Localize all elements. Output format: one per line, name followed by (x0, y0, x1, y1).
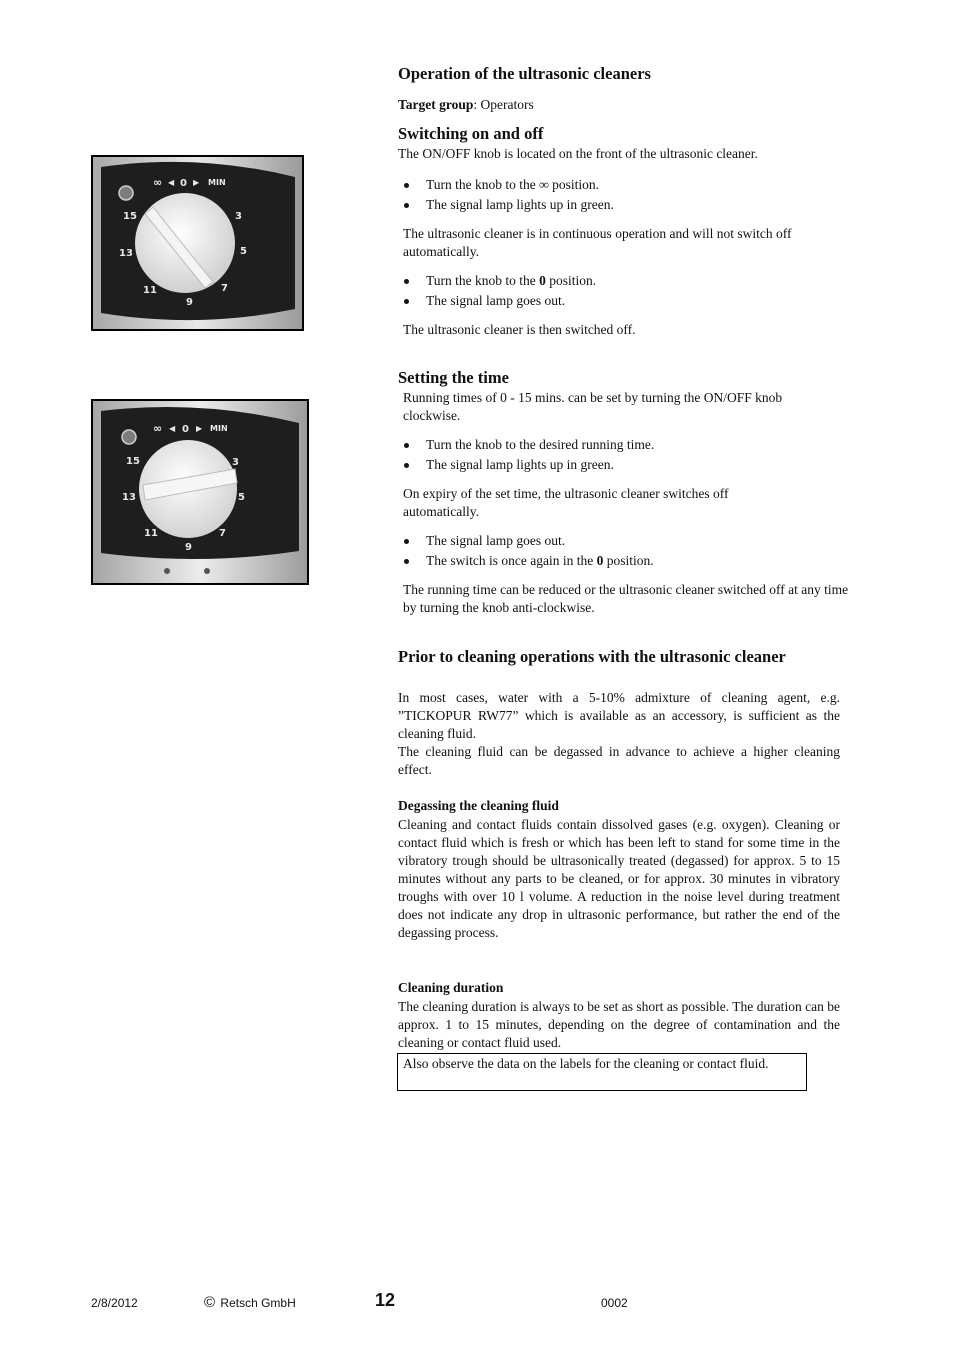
list-item: The signal lamp goes out. (398, 531, 848, 551)
timer-knob-photo-setting (91, 399, 309, 585)
dial-number-11: 11 (143, 285, 157, 296)
dial-symbol-zero: 0 (182, 424, 189, 435)
heading-setting-time: Setting the time (398, 368, 509, 387)
dial-number-13: 13 (122, 492, 136, 503)
switching-intro: The ON/OFF knob is located on the front of the ultrasonic cleaner. (398, 146, 758, 161)
heading-cleaning-duration: Cleaning duration (398, 980, 504, 995)
page-number: 12 (375, 1290, 396, 1310)
dial-number-15: 15 (126, 456, 140, 467)
list-item: Turn the knob to the 0 position. (398, 271, 848, 291)
heading-prior-cleaning: Prior to cleaning operations with the ultrasonic cleaner (398, 647, 786, 666)
dial-number-7: 7 (221, 283, 228, 294)
timer-knob-photo-continuous (91, 155, 304, 331)
setting-intro: Running times of 0 - 15 mins. can be set by turning the ON/OFF knob clockwise. (403, 390, 783, 423)
heading-degassing: Degassing the cleaning fluid (398, 798, 559, 813)
dial-number-13: 13 (119, 248, 133, 259)
note-box: Also observe the data on the labels for the cleaning or contact fluid. (397, 1053, 807, 1091)
dial-symbol-min: MIN (210, 424, 228, 433)
dial-number-5: 5 (238, 492, 245, 503)
footer-date: 2/8/2012 (91, 1296, 138, 1310)
switching-para-off: The ultrasonic cleaner is then switched off. (403, 322, 636, 337)
dial-number-11: 11 (144, 528, 158, 539)
prior-para-fluid: In most cases, water with a 5-10% admixture of cleaning agent, e.g. ”TICKOPUR RW77” which is available as an accessory, is sufficient as the cleaning fluid. (398, 690, 840, 741)
target-group-label: Target group (398, 97, 474, 112)
footer-copyright (204, 1294, 296, 1311)
footer-company: Retsch GmbH (220, 1296, 296, 1310)
dial-symbol-left: ◀ (169, 424, 176, 433)
dial-symbol-infinity: ∞ (153, 176, 163, 189)
setting-para-reduce: The running time can be reduced or the ultrasonic cleaner switched off at any time by turning the knob anti-clockwise. (403, 582, 849, 615)
list-item: Turn the knob to the desired running time. (398, 435, 848, 455)
target-group-value: : Operators (473, 97, 534, 112)
dial-number-5: 5 (240, 246, 247, 257)
prior-para-degas: The cleaning fluid can be degassed in advance to achieve a higher cleaning effect. (398, 744, 840, 777)
infinity-symbol: ∞ (539, 177, 549, 192)
switching-bullets-off (398, 271, 848, 311)
dial-number-9: 9 (186, 297, 193, 308)
target-group (398, 96, 534, 114)
dial-symbol-right: ▶ (196, 424, 203, 433)
list-item: The switch is once again in the 0 position. (398, 551, 848, 571)
dial-number-9: 9 (185, 542, 192, 553)
list-item: Turn the knob to the ∞ position. (398, 175, 848, 195)
dial-number-3: 3 (232, 457, 239, 468)
switching-bullets-on (398, 175, 848, 215)
copyright-icon: © (204, 1294, 216, 1311)
setting-bullets-1 (398, 435, 848, 475)
switching-para-continuous: The ultrasonic cleaner is in continuous operation and will not switch off automatically. (403, 226, 792, 259)
dial-number-7: 7 (219, 528, 226, 539)
timer-knob-image (93, 157, 302, 329)
setting-para-expiry: On expiry of the set time, the ultrasonic cleaner switches off automatically. (403, 486, 729, 519)
list-item: The signal lamp goes out. (398, 291, 848, 311)
dial-symbol-left: ◀ (168, 178, 175, 187)
section-title: Operation of the ultrasonic cleaners (398, 64, 651, 83)
dial-symbol-infinity: ∞ (153, 422, 163, 435)
degassing-text: Cleaning and contact fluids contain dissolved gases (e.g. oxygen). Cleaning or contact fluid which is fresh or which has been left to stand for some time in the vibratory trough should be ultrasonically treated (degassed) for approx. 5 to 15 minutes without any parts to be cleaned, or for approx. 30 minutes in vibratory troughs with over 10 l volume. A reduction in the noise level during treatment does not indicate any drop in ultrasonic performance, but rather the end of the degassing process. (398, 817, 840, 940)
timer-knob-image (93, 401, 307, 583)
list-item: The signal lamp lights up in green. (398, 195, 848, 215)
dial-number-15: 15 (123, 211, 137, 222)
list-item: The signal lamp lights up in green. (398, 455, 848, 475)
setting-bullets-2 (398, 531, 848, 571)
footer-code: 0002 (601, 1296, 628, 1310)
dial-number-3: 3 (235, 211, 242, 222)
dial-symbol-min: MIN (208, 178, 226, 187)
dial-symbol-right: ▶ (193, 178, 200, 187)
duration-text: The cleaning duration is always to be set as short as possible. The duration can be approx. 1 to 15 minutes, depending on the degree of contamination and the cleaning or contact fluid used. (398, 999, 840, 1050)
heading-switching: Switching on and off (398, 124, 544, 143)
dial-symbol-zero: 0 (180, 178, 187, 189)
